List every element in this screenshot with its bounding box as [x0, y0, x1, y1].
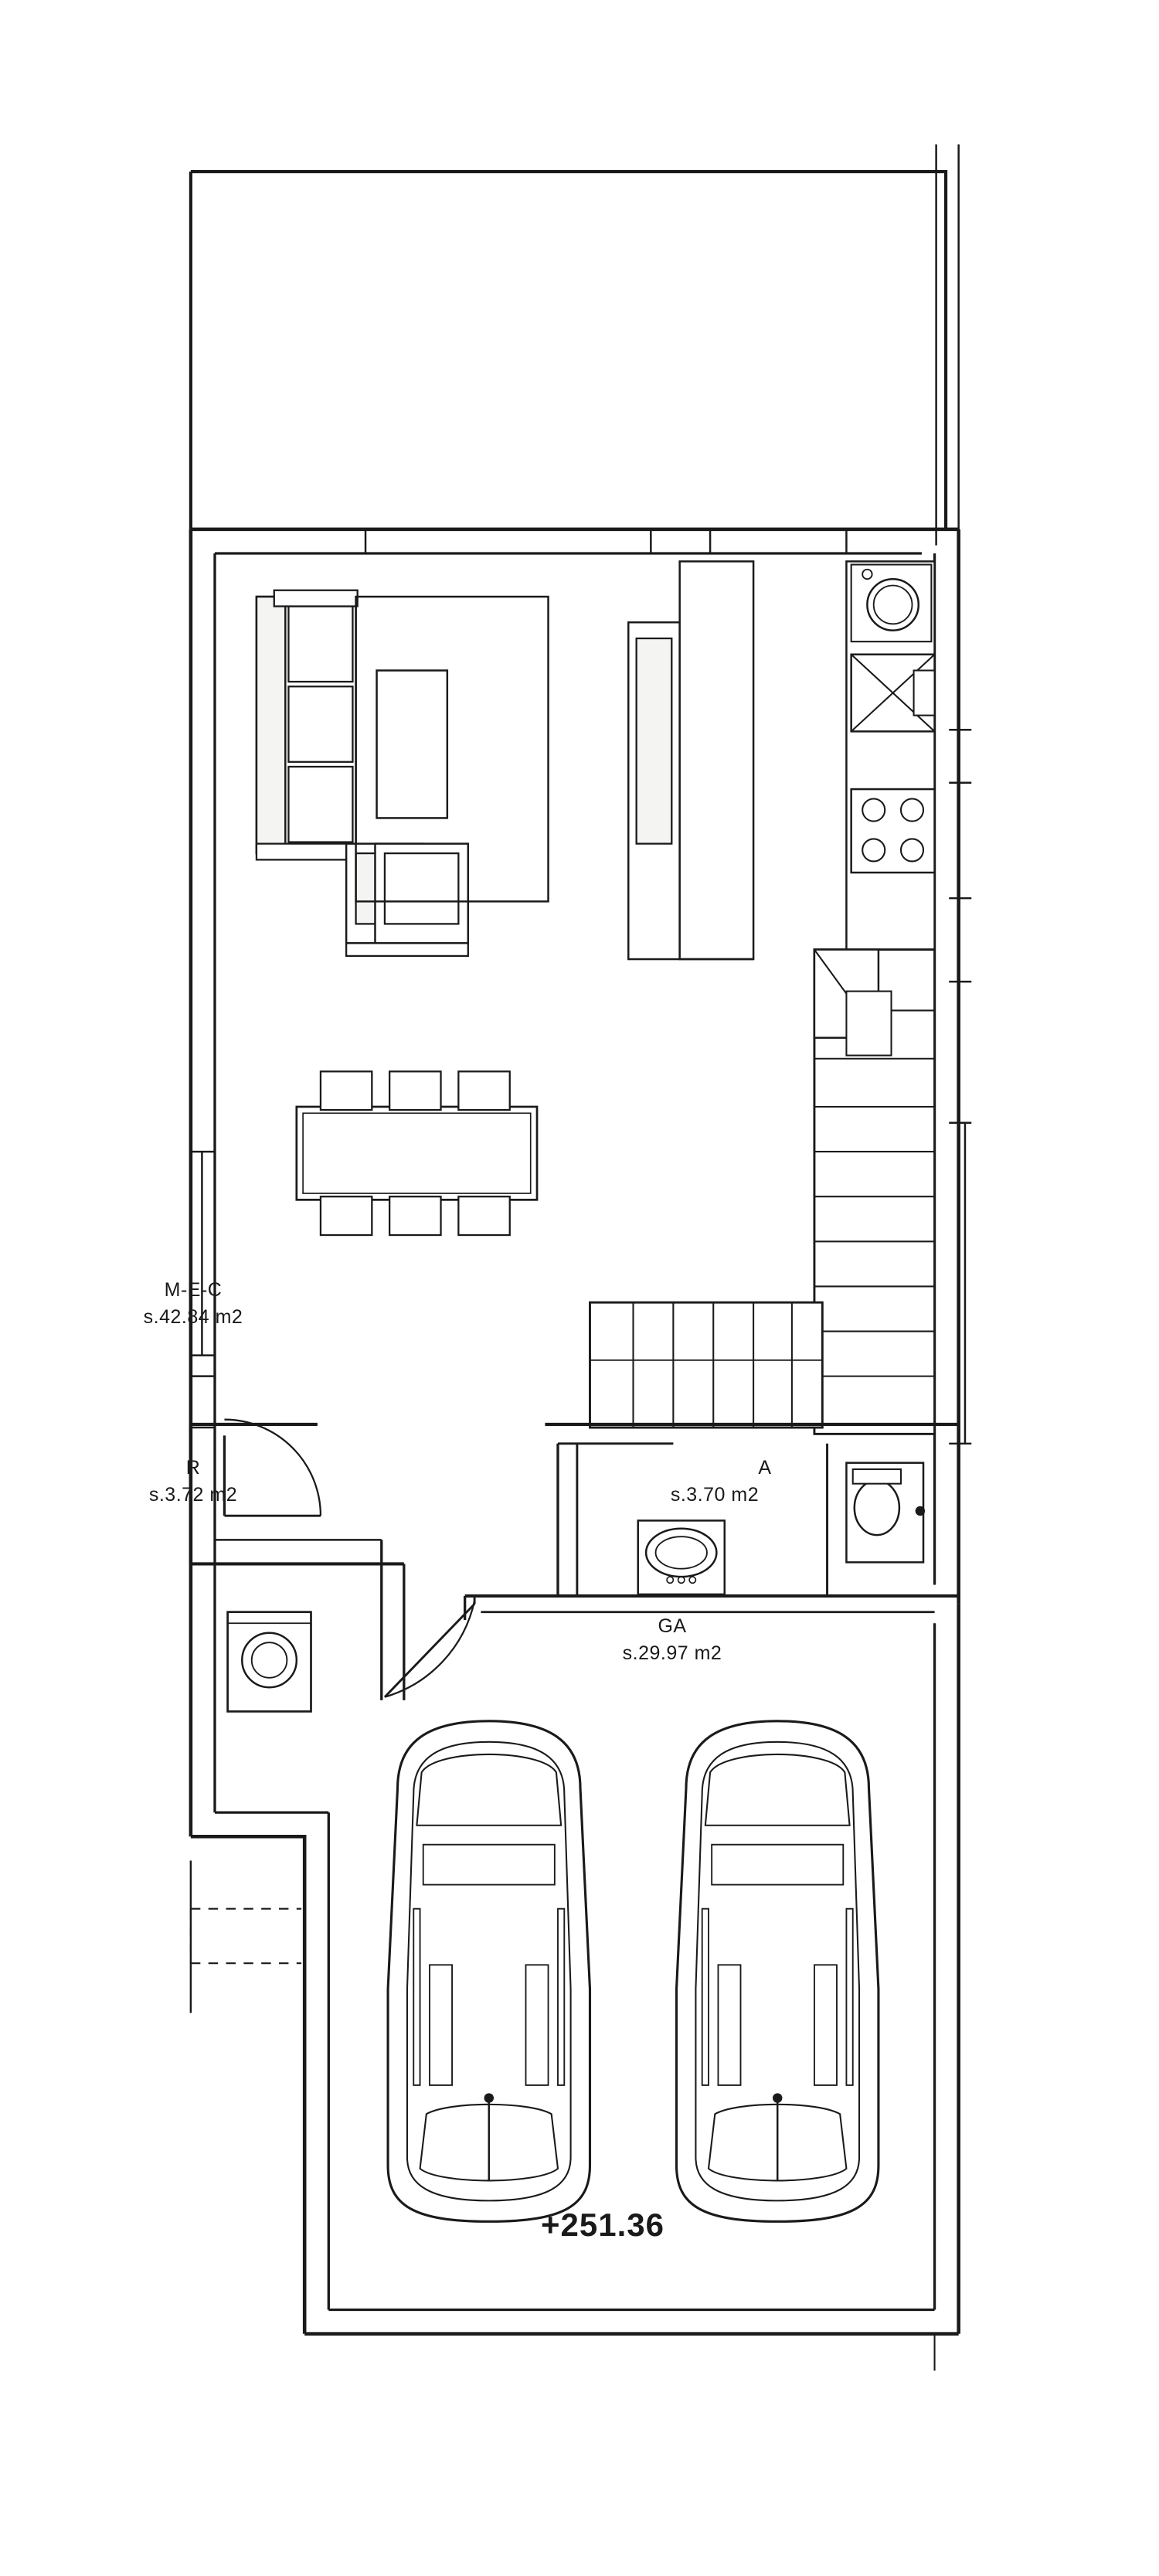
room-label-bath-code: A: [758, 1457, 772, 1479]
armchair: [346, 844, 468, 956]
room-label-hall-code: R: [185, 1457, 201, 1479]
toilet: [846, 1463, 924, 1563]
room-label-living-code: M-E-C: [164, 1279, 223, 1301]
room-label-garage-area: s.29.97 m2: [622, 1642, 722, 1664]
car-left: [388, 1721, 590, 2222]
room-label-bath-area: s.3.70 m2: [670, 1484, 760, 1506]
level-marker: +251.36: [541, 2207, 664, 2243]
room-label-garage-code: GA: [658, 1615, 687, 1637]
room-label-hall-area: s.3.72 m2: [148, 1484, 238, 1506]
refrigerator: [851, 655, 935, 732]
washbasin: [638, 1520, 725, 1594]
washing-machine: [228, 1612, 311, 1712]
cooktop: [851, 789, 935, 873]
sink: [851, 565, 932, 642]
car-right: [677, 1721, 879, 2222]
sofa: [257, 590, 358, 860]
room-label-living-area: s.42.84 m2: [143, 1306, 243, 1328]
dining-table: [297, 1107, 537, 1200]
